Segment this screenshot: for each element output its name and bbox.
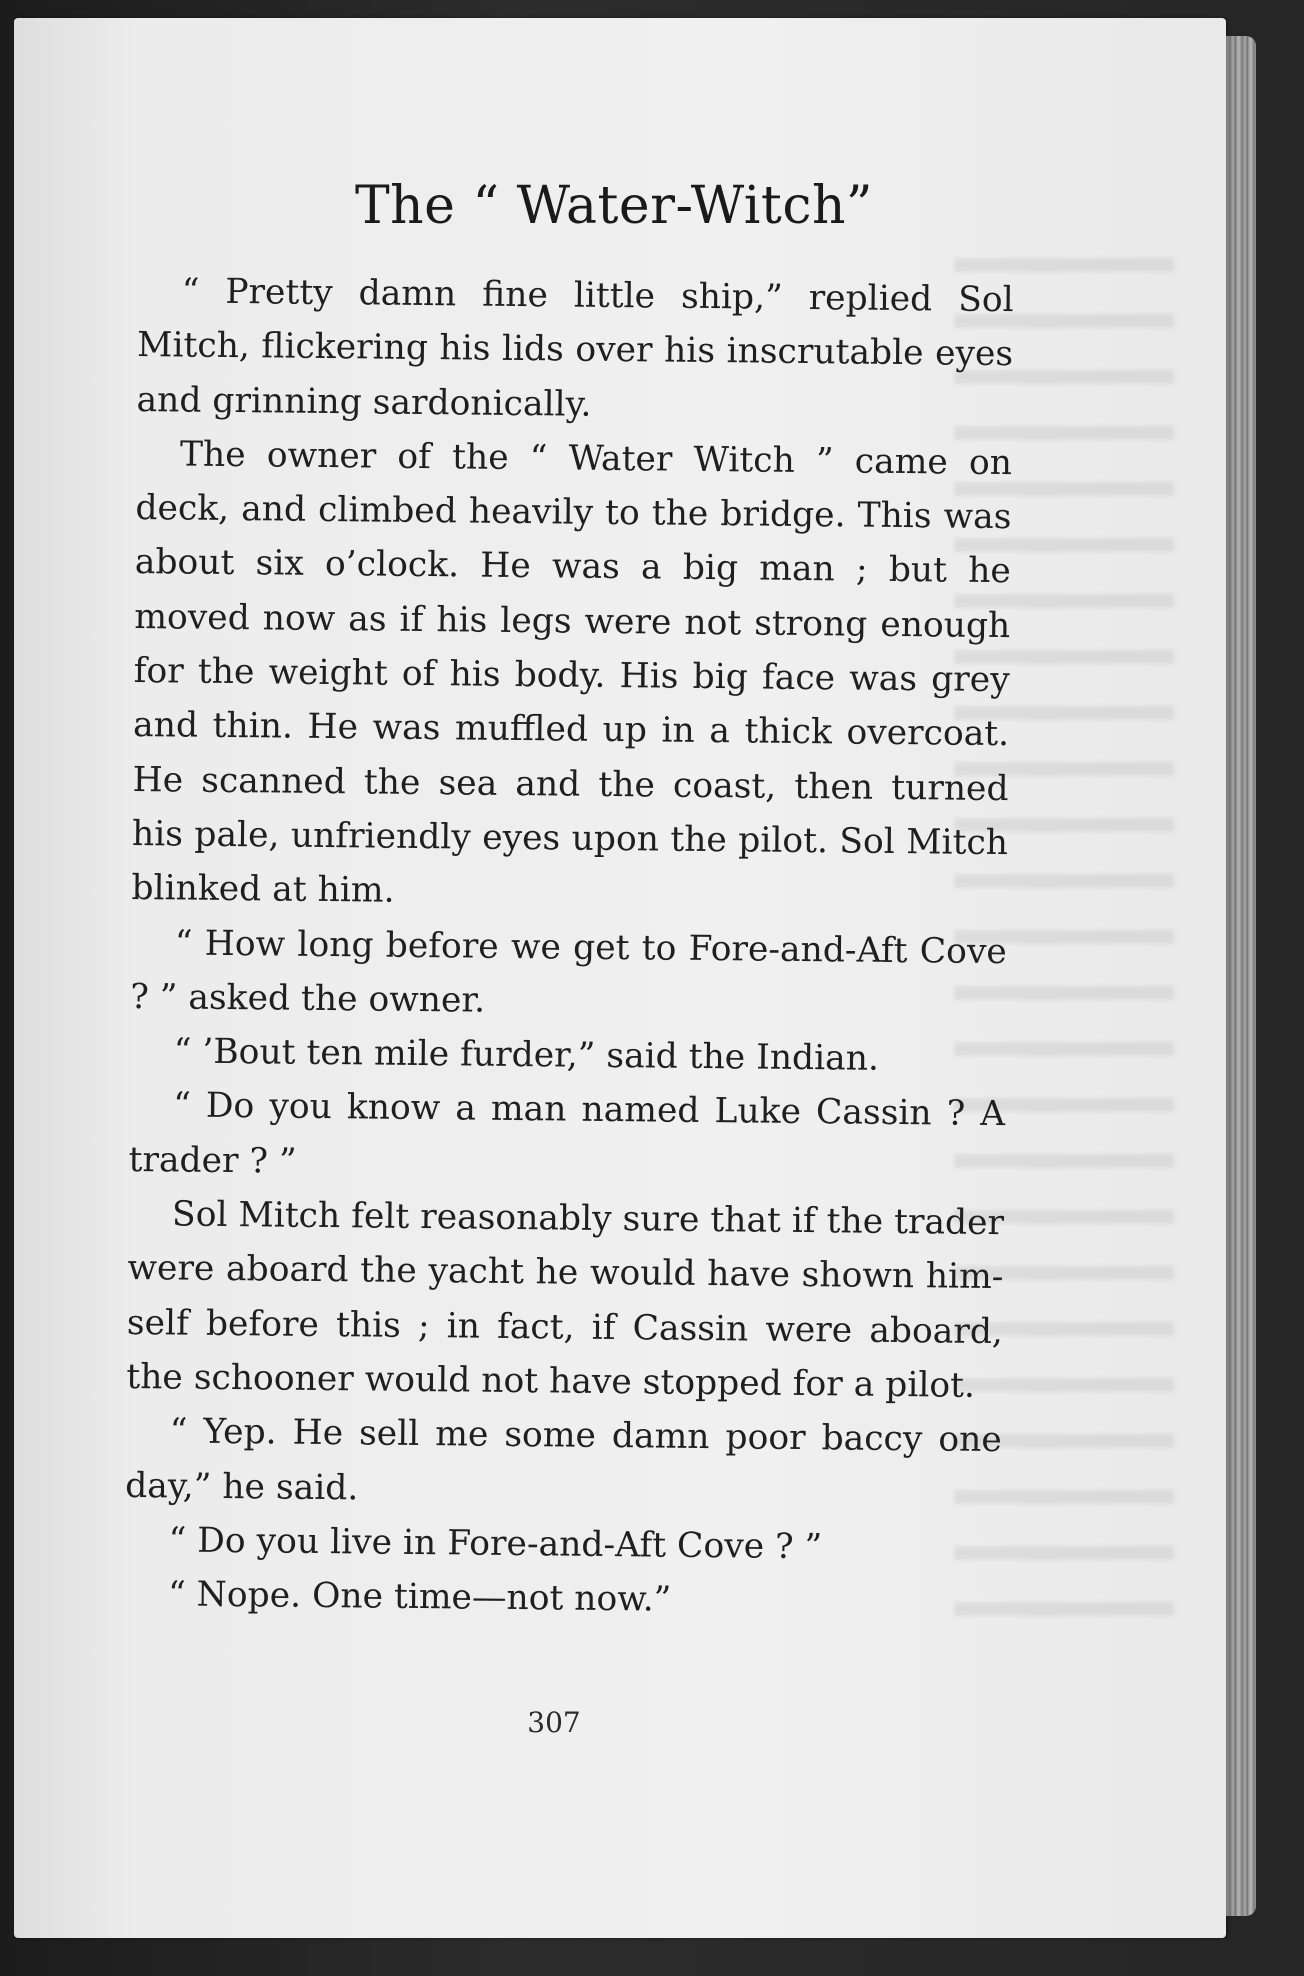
running-title: The “ Water-Witch”	[354, 176, 874, 236]
page-number: 307	[527, 1706, 581, 1739]
paragraph: “ How long before we get to Fore-and-Aft Cove ? ” asked the owner.	[130, 922, 1008, 1021]
paragraph: The owner of the “ Water Witch ” came on deck, and climbed heavily to the bridge. This was about six o’clock. He was a big man ; but he moved now as if his legs were not strong enough for the weight of his body. His big face was grey and thin. He was muffled up in a thick overcoat. He scanned the sea and the coast, then turned his pale, unfriendly eyes upon the pilot. Sol Mitch blinked at him.	[131, 434, 1013, 911]
paragraph: “ Yep. He sell me some damn poor baccy one day,” he said.	[124, 1411, 1002, 1508]
body-text	[124, 264, 1014, 1631]
paragraph: “ ’Bout ten mile furder,” said the Indian.	[173, 1031, 880, 1079]
paragraph: Sol Mitch felt reasonably sure that if the trader were aboard the yacht he would have shown him-self before this ; in fact, if Cassin were aboard, the schooner would not have stopped for a pilot.	[126, 1194, 1005, 1406]
paragraph: “ Do you live in Fore-and-Aft Cove ? ”	[168, 1520, 823, 1568]
paragraph: “ Nope. One time—not now.”	[167, 1574, 672, 1620]
paragraph: “ Pretty damn fine little ship,” replied Sol Mitch, flickering his lids over his inscrutable eyes and grinning sardonically.	[136, 271, 1014, 425]
book-page	[14, 18, 1226, 1938]
paragraph: “ Do you know a man named Luke Cassin ? A trader ? ”	[128, 1085, 1006, 1182]
